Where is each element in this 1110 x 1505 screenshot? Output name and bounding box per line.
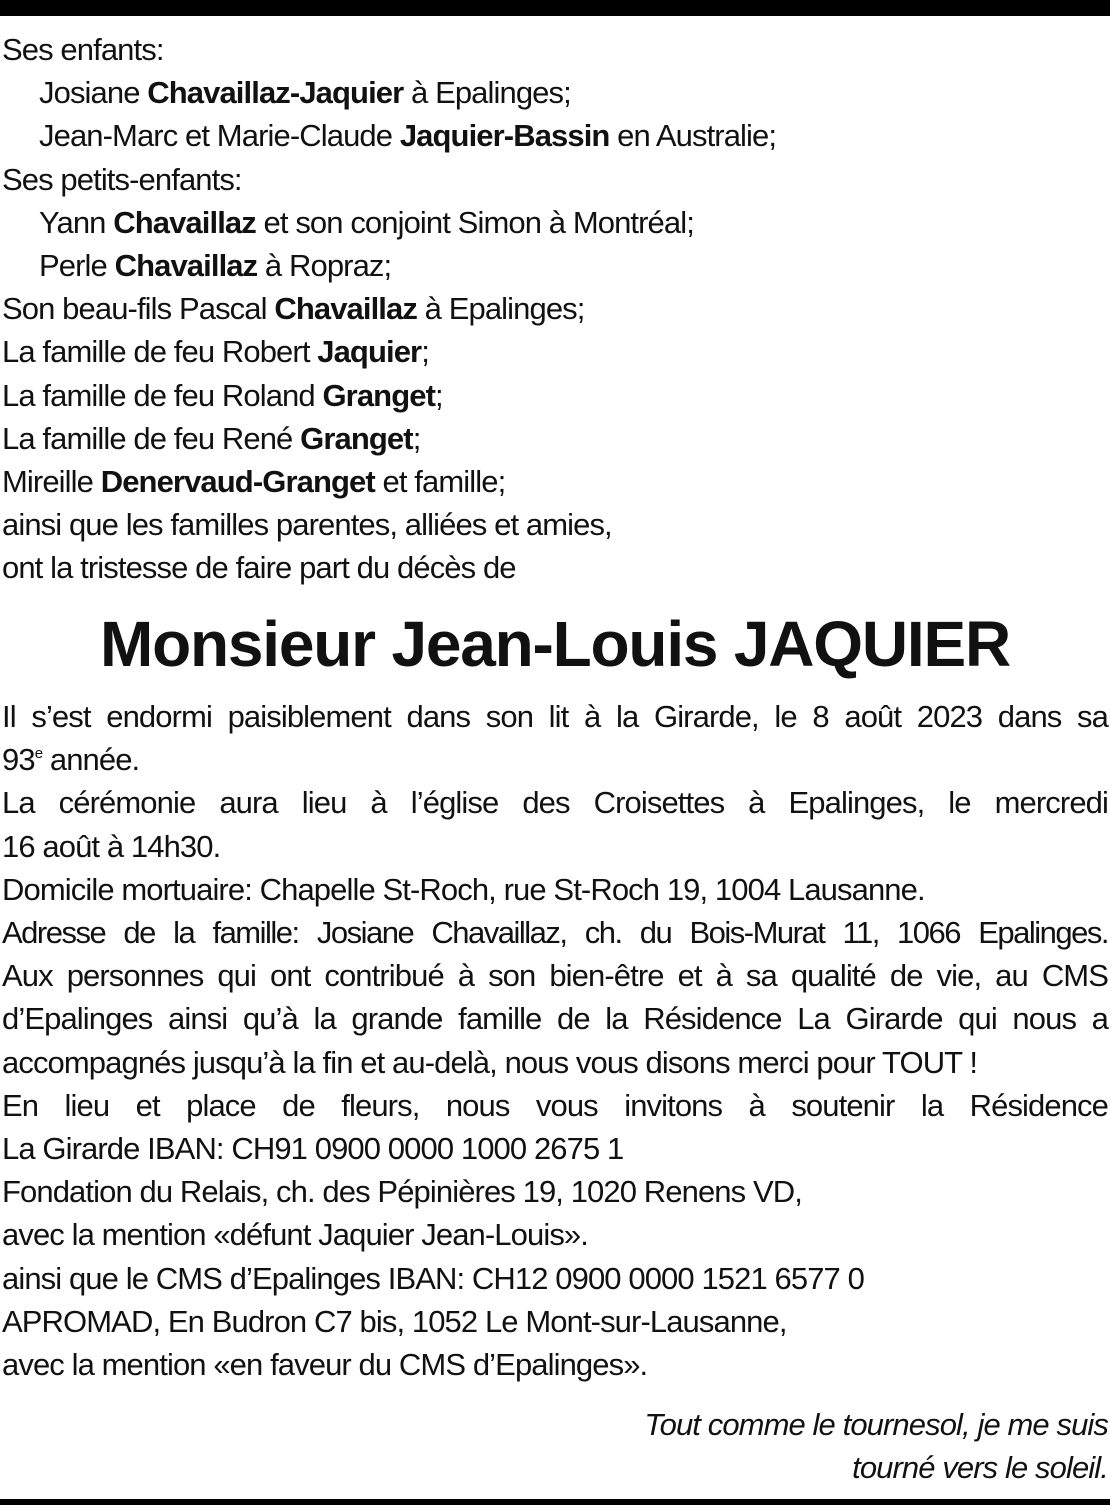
mortuary-address: Domicile mortuaire: Chapelle St-Roch, rue St-Roch 19, 1004 Lausanne. [2,871,925,907]
ceremony-info: La cérémonie aura lieu à l’église des Croisettes à Epalinges, le mercredi [2,785,1108,821]
notice-body [2,695,1108,1386]
donation-text: APROMAD, En Budron C7 bis, 1052 Le Mont-sur-Lausanne, [2,1303,787,1339]
surname: Denervaud-Granget [100,464,375,500]
relative-entry: Mireille Denervaud-Granget et famille; [2,464,506,500]
grandchildren-heading: Ses petits-enfants: [2,161,242,197]
thanks-text: d’Epalinges ainsi qu’à la grande famille de la Résidence La Girarde qui nous a [2,1001,1108,1037]
donation-text: avec la mention «en faveur du CMS d’Epalinges». [2,1347,648,1383]
surname: Chavaillaz [113,204,256,240]
donation-iban: ainsi que le CMS d’Epalinges IBAN: CH12 0900 0000 1521 6577 0 [2,1260,864,1296]
death-age: 93e année. [2,742,140,778]
thanks-text: Aux personnes qui ont contribué à son bien-être et à sa qualité de vie, au CMS [2,958,1108,994]
death-announcement: Il s’est endormi paisiblement dans son lit à la Girarde, le 8 août 2023 dans sa [2,699,1108,734]
donation-text: En lieu et place de fleurs, nous vous invitons à soutenir la Résidence [2,1087,1108,1123]
child-entry: Josiane Chavaillaz-Jaquier à Epalinges; [39,75,571,111]
child-entry: Jean-Marc et Marie-Claude Jaquier-Bassin en Australie; [39,118,777,154]
surname: Granget [300,420,413,456]
stepson-entry: Son beau-fils Pascal Chavaillaz à Epalinges; [2,291,585,327]
children-heading: Ses enfants: [2,32,164,67]
surname: Jaquier-Bassin [399,118,610,154]
top-border [0,0,1110,16]
donation-text: avec la mention «défunt Jaquier Jean-Louis». [2,1217,588,1253]
donation-text: Fondation du Relais, ch. des Pépinières 19, 1020 Renens VD, [2,1174,802,1210]
family-list [2,28,1108,590]
surname: Chavaillaz-Jaquier [147,75,404,111]
quote-line: Tout comme le tournesol, je me suis [644,1407,1108,1442]
surname: Chavaillaz [274,291,417,327]
closing-line: ainsi que les familles parentes, alliées et amies, [2,507,612,543]
grandchild-entry: Perle Chavaillaz à Ropraz; [39,248,392,284]
surname: Chavaillaz [114,248,258,284]
closing-quote [8,1403,1108,1489]
quote-line: tourné vers le soleil. [852,1450,1108,1486]
surname: Jaquier [317,334,422,370]
relative-entry: La famille de feu René Granget; [2,420,421,456]
relative-entry: La famille de feu Roland Granget; [2,377,443,413]
bottom-border [0,1499,1110,1505]
relative-entry: La famille de feu Robert Jaquier; [2,334,429,370]
ceremony-time: 16 août à 14h30. [2,828,221,864]
donation-iban: La Girarde IBAN: CH91 0900 0000 1000 2675 1 [2,1131,624,1167]
surname: Granget [322,377,436,413]
deceased-name: Monsieur Jean-Louis JAQUIER [100,608,1010,680]
grandchild-entry: Yann Chavaillaz et son conjoint Simon à Montréal; [39,204,694,240]
closing-line: ont la tristesse de faire part du décès de [2,550,516,586]
family-address: Adresse de la famille: Josiane Chavaillaz, ch. du Bois-Murat 11, 1066 Epalinges. [2,915,1108,951]
thanks-text: accompagnés jusqu’à la fin et au-delà, nous vous disons merci pour TOUT ! [2,1044,978,1080]
